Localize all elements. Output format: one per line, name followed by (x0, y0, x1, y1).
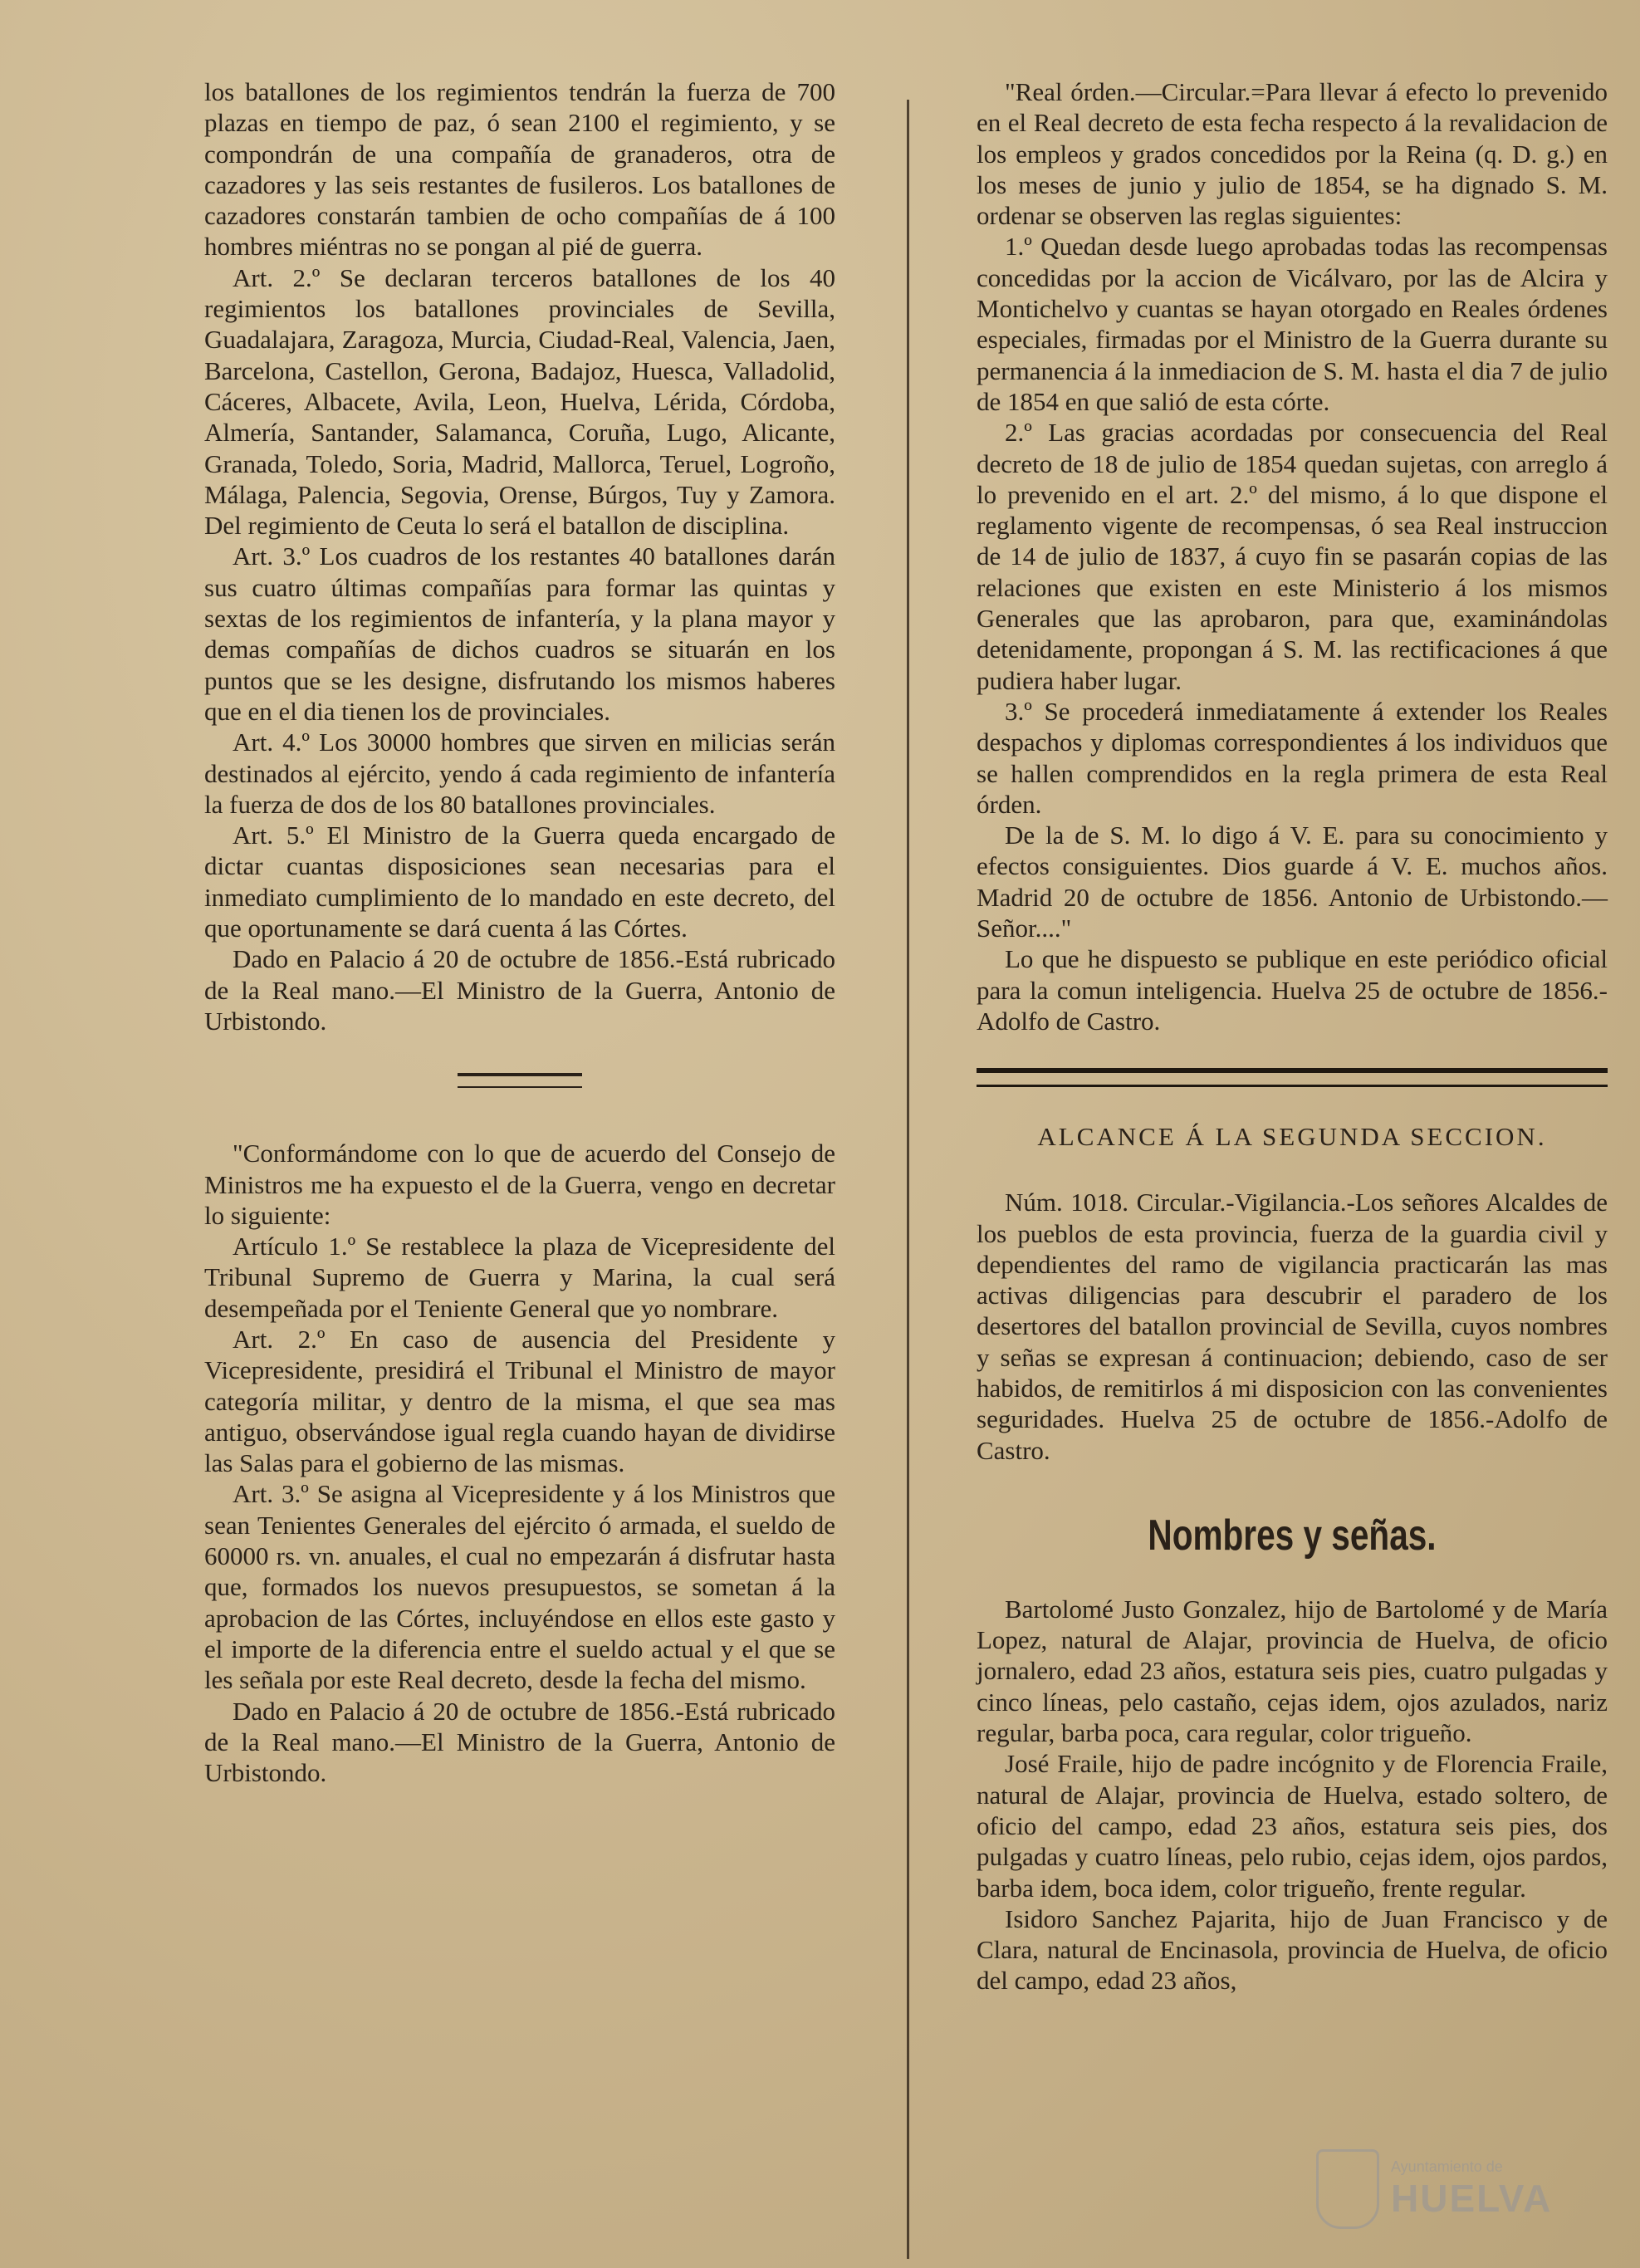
text-paragraph: José Fraile, hijo de padre incógnito y de Florencia Fraile, natural de Alajar, provincia de Huelva, estado soltero, de oficio del campo, edad 23 años, estatura seis pies, dos pulgadas y cuatro líneas, pelo rubio, cejas idem, ojos pardos, barba idem, boca idem, color trigueño, frente regular. (977, 1749, 1608, 1903)
watermark-text (1391, 2158, 1552, 2221)
text-paragraph: "Conformándome con lo que de acuerdo del Consejo de Ministros me ha expuesto el de la Guerra, vengo en decretar lo siguiente: (204, 1139, 835, 1230)
left-column (204, 76, 835, 1788)
separator-rule (458, 1073, 582, 1088)
text-paragraph: De la de S. M. lo digo á V. E. para su conocimiento y efectos consiguientes. Dios guarde á V. E. muchos años. Madrid 20 de octubre de 1856. Antonio de Urbistondo.—Señor...." (977, 820, 1608, 943)
text-paragraph: Art. 2.º En caso de ausencia del Presidente y Vicepresidente, presidirá el Tribunal el Ministro de mayor categoría militar, y dentro de la misma, el que sea mas antiguo, observándose igual regla cuando hayan de dividirse las Salas para el gobierno de las mismas. (204, 1324, 835, 1478)
section-rule (977, 1068, 1608, 1087)
text-paragraph: los batallones de los regimientos tendrán la fuerza de 700 plazas en tiempo de paz, ó sean 2100 el regimiento, y se compondrán de una compañía de granaderos, otra de cazadores y las seis restantes de fusileros. Los batallones de cazadores constarán tambien de ocho compañías de á 100 hombres miéntras no se pongan al pié de guerra. (204, 77, 835, 262)
text-paragraph: Núm. 1018. Circular.-Vigilancia.-Los señores Alcaldes de los pueblos de esta provincia, fuerza de la guardia civil y dependientes del ramo de vigilancia practicarán las mas activas diligencias para descubrir el paradero de los desertores del batallon provincial de Sevilla, cuyos nombres y señas se expresan á continuacion; debiendo, caso de ser habidos, de remitirlos á mi disposicion con las convenientes seguridades. Huelva 25 de octubre de 1856.-Adolfo de Castro. (977, 1188, 1608, 1465)
watermark-line2: HUELVA (1391, 2176, 1553, 2220)
text-paragraph: 3.º Se procederá inmediatamente á extender los Reales despachos y diplomas correspondientes á los individuos que se hallen comprendidos en la regla primera de esta Real órden. (977, 696, 1608, 819)
huelva-watermark (1316, 2143, 1590, 2235)
names-heading: Nombres y señas. (1148, 1511, 1437, 1560)
shield-icon (1316, 2149, 1379, 2229)
right-column (977, 76, 1608, 1996)
section-title: ALCANCE Á LA SEGUNDA SECCION. (1037, 1122, 1547, 1152)
text-paragraph: Isidoro Sanchez Pajarita, hijo de Juan Francisco y de Clara, natural de Encinasola, provincia de Huelva, de oficio del campo, edad 23 años, (977, 1903, 1608, 1996)
text-paragraph: Art. 3.º Se asigna al Vicepresidente y á los Ministros que sean Tenientes Generales del ejército ó armada, el sueldo de 60000 rs. vn. anuales, el cual no empezarán á disfrutar hasta que, formados los nuevos presupuestos, se sometan á la aprobacion de las Córtes, incluyéndose en ellos este gasto y el importe de la diferencia entre el sueldo actual y el que se les señala por este Real decreto, desde la fecha del mismo. (204, 1479, 835, 1695)
text-paragraph: Art. 5.º El Ministro de la Guerra queda encargado de dictar cuantas disposiciones sean necesarias para el inmediato cumplimiento de lo mandado en este decreto, del que oportunamente se dará cuenta á las Córtes. (204, 820, 835, 943)
text-paragraph: Art. 4.º Los 30000 hombres que sirven en milicias serán destinados al ejército, yendo á cada regimiento de infantería la fuerza de dos de los 80 batallones provinciales. (204, 727, 835, 819)
text-paragraph: Dado en Palacio á 20 de octubre de 1856.-Está rubricado de la Real mano.—El Ministro de la Guerra, Antonio de Urbistondo. (204, 944, 835, 1036)
text-paragraph: Dado en Palacio á 20 de octubre de 1856.-Está rubricado de la Real mano.—El Ministro de la Guerra, Antonio de Urbistondo. (204, 1696, 835, 1788)
watermark-line1: Ayuntamiento de (1391, 2158, 1503, 2175)
column-divider (907, 100, 909, 2259)
text-paragraph: 1.º Quedan desde luego aprobadas todas las recompensas concedidas por la accion de Vicálvaro, por las de Alcira y Montichelvo y cuantas se hayan otorgado en Reales órdenes especiales, firmadas por el Ministro de la Guerra durante su permanencia á la inmediacion de S. M. hasta el dia 7 de julio de 1854 en que salió de esta córte. (977, 232, 1608, 416)
text-paragraph: Art. 3.º Los cuadros de los restantes 40 batallones darán sus cuatro últimas compañías para formar las quintas y sextas de los regimientos de infantería, y la plana mayor y demas compañías de dichos cuadros se situarán en los puntos que se les designe, disfrutando los mismos haberes que en el dia tienen los de provinciales. (204, 541, 835, 726)
text-paragraph: Artículo 1.º Se restablece la plaza de Vicepresidente del Tribunal Supremo de Guerra y Marina, la cual será desempeñada por el Teniente General que yo nombrare. (204, 1232, 835, 1323)
text-paragraph: Lo que he dispuesto se publique en este periódico oficial para la comun inteligencia. Huelva 25 de octubre de 1856.-Adolfo de Castro. (977, 944, 1608, 1036)
text-paragraph: Bartolomé Justo Gonzalez, hijo de Bartolomé y de María Lopez, natural de Alajar, provincia de Huelva, de oficio jornalero, edad 23 años, estatura seis pies, cuatro pulgadas y cinco líneas, pelo castaño, cejas idem, ojos azulados, nariz regular, barba poca, cara regular, color trigueño. (977, 1594, 1608, 1748)
text-paragraph: "Real órden.—Circular.=Para llevar á efecto lo prevenido en el Real decreto de esta fecha respecto á la revalidacion de los empleos y grados concedidos por la Reina (q. D. g.) en los meses de junio y julio de 1854, se ha dignado S. M. ordenar se observen las reglas siguientes: (977, 77, 1608, 231)
text-paragraph: 2.º Las gracias acordadas por consecuencia del Real decreto de 18 de julio de 1854 quedan sujetas, con arreglo á lo prevenido en el art. 2.º del mismo, á lo que dispone el reglamento vigente de recompensas, ó sea Real instruccion de 14 de julio de 1837, á cuyo fin se pasarán copias de las relaciones que existen en este Ministerio á los mismos Generales que las aprobaron, para que, examinándolas detenidamente, propongan á S. M. las rectificaciones á que pudiera haber lugar. (977, 418, 1608, 695)
text-paragraph: Art. 2.º Se declaran terceros batallones de los 40 regimientos los batallones provinciales de Sevilla, Guadalajara, Zaragoza, Murcia, Ciudad-Real, Valencia, Jaen, Barcelona, Castellon, Gerona, Badajoz, Huesca, Valladolid, Cáceres, Albacete, Avila, Leon, Huelva, Lérida, Córdoba, Almería, Santander, Salamanca, Coruña, Lugo, Alicante, Granada, Toledo, Soria, Madrid, Mallorca, Teruel, Logroño, Málaga, Palencia, Segovia, Orense, Búrgos, Tuy y Zamora. Del regimiento de Ceuta lo será el batallon de disciplina. (204, 262, 835, 541)
